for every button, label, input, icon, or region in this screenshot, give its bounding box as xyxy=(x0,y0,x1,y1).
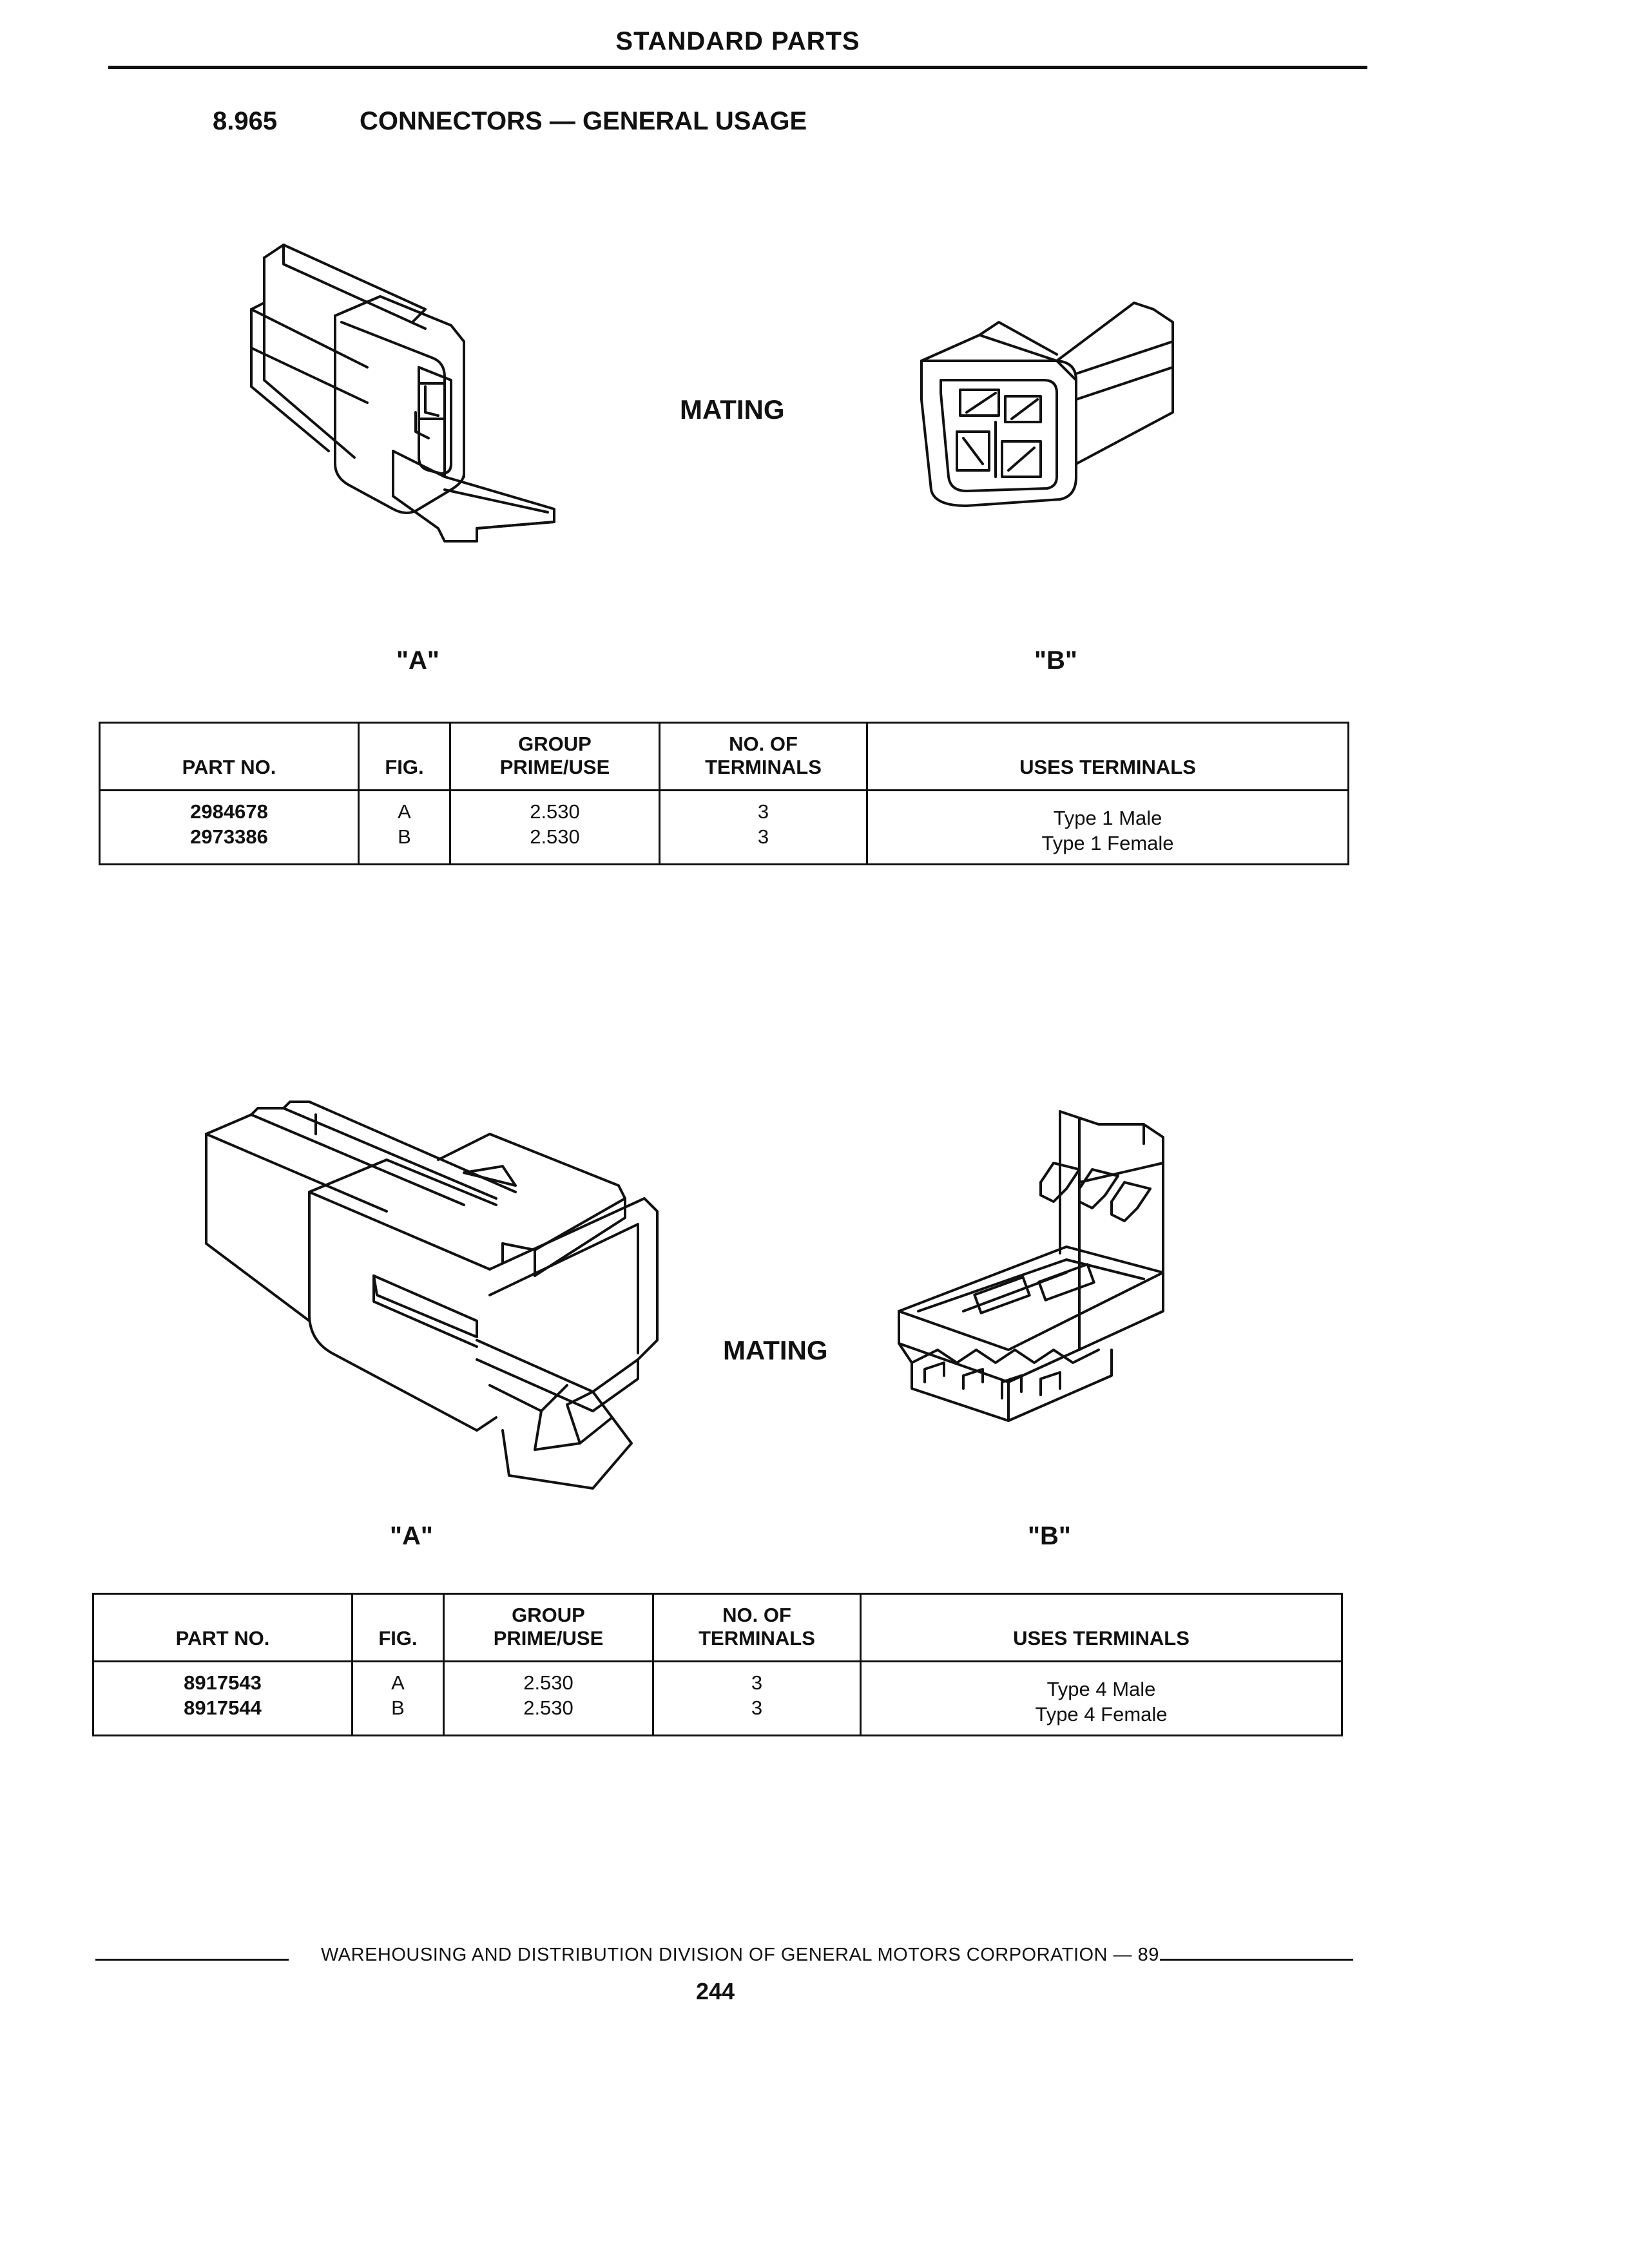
fig-b-label: "B" xyxy=(1034,646,1077,675)
table-header-row xyxy=(100,723,1349,791)
mating-label-2: MATING xyxy=(723,1335,828,1365)
terminals-value: 3 xyxy=(757,825,769,848)
fig-value: B xyxy=(391,1696,405,1719)
col-group-line1: GROUP xyxy=(518,733,592,755)
part-no-cell xyxy=(100,791,359,865)
fig-a-label: "A" xyxy=(396,646,439,675)
part-no: 2984678 xyxy=(190,800,268,823)
fig-value: B xyxy=(398,825,411,848)
part-no: 2973386 xyxy=(190,825,268,848)
part-no: 8917544 xyxy=(184,1696,262,1719)
group-value: 2.530 xyxy=(530,825,580,848)
uses-cell xyxy=(867,791,1349,865)
col-terminals-line1: NO. OF xyxy=(722,1604,791,1626)
connector-type4-male-icon xyxy=(193,1082,683,1469)
parts-table xyxy=(99,722,1349,865)
terminals-value: 3 xyxy=(751,1671,763,1694)
table-header-row xyxy=(93,1594,1342,1662)
footer-rule-right xyxy=(1160,1959,1353,1961)
section-number: 8.965 xyxy=(213,107,278,135)
col-group xyxy=(444,1594,653,1662)
group-cell xyxy=(450,791,660,865)
terminals-value: 3 xyxy=(757,800,769,823)
fig-cell xyxy=(359,791,450,865)
col-terminals-line1: NO. OF xyxy=(729,733,798,755)
col-group-line1: GROUP xyxy=(512,1604,585,1626)
page-header-title: STANDARD PARTS xyxy=(615,27,860,55)
connector-type1-female-icon xyxy=(915,284,1186,515)
uses-cell xyxy=(861,1662,1342,1736)
group-value: 2.530 xyxy=(523,1671,574,1694)
mating-label: MATING xyxy=(680,394,785,425)
col-terminals-line2: TERMINALS xyxy=(705,756,822,778)
col-terminals xyxy=(660,723,867,791)
terminals-value: 3 xyxy=(751,1696,763,1719)
col-uses: USES TERMINALS xyxy=(867,723,1349,791)
col-group xyxy=(450,723,660,791)
col-fig: FIG. xyxy=(352,1594,444,1662)
col-terminals-line2: TERMINALS xyxy=(699,1627,815,1649)
col-group-line2: PRIME/USE xyxy=(493,1627,604,1649)
terminals-cell xyxy=(660,791,867,865)
col-group-line2: PRIME/USE xyxy=(499,756,610,778)
uses-value: Type 4 Male xyxy=(1046,1678,1156,1700)
fig-cell xyxy=(352,1662,444,1736)
fig-a-label-2: "A" xyxy=(390,1522,433,1550)
table-row xyxy=(100,791,1349,865)
uses-value: Type 4 Female xyxy=(1035,1703,1168,1725)
uses-value: Type 1 Male xyxy=(1053,807,1162,829)
col-terminals xyxy=(653,1594,861,1662)
section-title: CONNECTORS — GENERAL USAGE xyxy=(360,107,807,135)
header-rule xyxy=(108,66,1367,69)
col-uses: USES TERMINALS xyxy=(861,1594,1342,1662)
table-row xyxy=(93,1662,1342,1736)
terminals-cell xyxy=(653,1662,861,1736)
fig-value: A xyxy=(391,1671,405,1694)
part-no-cell xyxy=(93,1662,352,1736)
group-value: 2.530 xyxy=(523,1696,574,1719)
footer-rule-left xyxy=(95,1959,289,1961)
connector-type1-male-icon xyxy=(232,219,580,567)
parts-table-2 xyxy=(92,1593,1343,1736)
col-part-no: PART NO. xyxy=(93,1594,352,1662)
col-part-no: PART NO. xyxy=(100,723,359,791)
page-number: 244 xyxy=(696,1978,735,2004)
fig-value: A xyxy=(398,800,411,823)
col-fig: FIG. xyxy=(359,723,450,791)
uses-value: Type 1 Female xyxy=(1041,832,1174,854)
group-value: 2.530 xyxy=(530,800,580,823)
part-no: 8917543 xyxy=(184,1671,262,1694)
fig-b-label-2: "B" xyxy=(1028,1522,1071,1550)
connector-type4-female-icon xyxy=(886,1105,1182,1440)
group-cell xyxy=(444,1662,653,1736)
footer-text: WAREHOUSING AND DISTRIBUTION DIVISION OF GENERAL MOTORS CORPORATION — 89 xyxy=(321,1945,1159,1965)
